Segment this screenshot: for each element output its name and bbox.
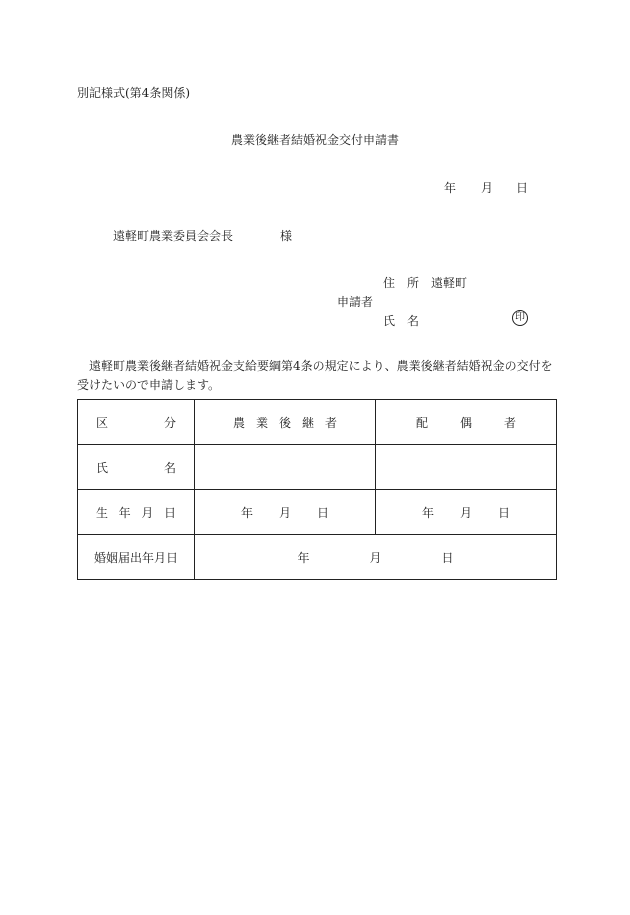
table-row-marriage-date [78,535,557,580]
name-label: 氏 名 [383,314,420,328]
address-label: 住 所 [383,276,420,290]
day-label: 日 [441,550,454,565]
document-title: 農業後継者結婚祝金交付申請書 [230,133,399,147]
addressee-honorific: 様 [280,229,293,243]
header-farmer-char: 者 [324,415,337,430]
birth-row-char: 生 [96,505,109,520]
marriage-date-field[interactable] [195,535,557,580]
birth-row-char: 月 [141,505,154,520]
table-row-name [78,445,557,490]
marriage-row-label: 婚姻届出年月日 [93,550,178,565]
day-label: 日 [317,505,330,520]
day-label: 日 [498,505,511,520]
year-label: 年 [240,505,253,520]
address-value: 遠軽町 [431,276,468,290]
spouse-name-field[interactable] [376,445,557,490]
seal-icon: 印 [512,310,528,326]
header-category-char: 区 [96,415,109,430]
header-spouse-char: 偶 [459,415,472,430]
body-paragraph: 遠軽町農業後継者結婚祝金支給要綱第4条の規定により、農業後継者結婚祝金の交付を受けたいので申請します。 [77,359,553,392]
year-label: 年 [297,550,310,565]
applicant-label: 申請者 [337,295,374,309]
farmer-birthdate-field[interactable] [195,490,376,535]
date-day-label: 日 [516,181,529,195]
year-label: 年 [421,505,434,520]
month-label: 月 [369,550,382,565]
birth-row-char: 日 [163,505,176,520]
spouse-birthdate-field[interactable] [376,490,557,535]
header-spouse-char: 者 [503,415,516,430]
month-label: 月 [278,505,291,520]
name-row-char: 名 [163,460,176,475]
birth-row-label-cell [78,490,195,535]
header-farmer-char: 農 [233,415,246,430]
birth-row-char: 年 [118,505,131,520]
date-year-label: 年 [444,181,457,195]
header-category-cell [78,400,195,445]
table-row-birthdate [78,490,557,535]
farmer-name-field[interactable] [195,445,376,490]
header-farmer-char: 継 [301,415,314,430]
form-reference: 別記様式(第4条関係) [77,86,190,100]
table-header-row [78,400,557,445]
application-table [77,399,557,580]
header-spouse-char: 配 [416,415,429,430]
date-month-label: 月 [481,181,494,195]
addressee-chair: 遠軽町農業委員会会長 [113,229,234,243]
month-label: 月 [459,505,472,520]
header-category-char: 分 [163,415,176,430]
marriage-row-label-cell [78,535,195,580]
name-row-char: 氏 [96,460,109,475]
header-farmer-char: 業 [255,415,268,430]
header-farmer-char: 後 [278,415,291,430]
header-farmer-cell [195,400,376,445]
name-row-label-cell [78,445,195,490]
header-spouse-cell [376,400,557,445]
